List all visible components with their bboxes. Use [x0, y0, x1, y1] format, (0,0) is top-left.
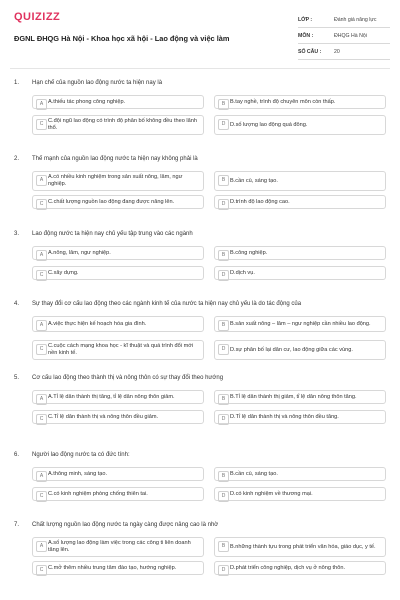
option-letter-badge: C — [36, 119, 47, 130]
meta-value: Đánh giá năng lực — [334, 16, 377, 23]
option-text: D.có kinh nghiệm về thương mại. — [230, 490, 313, 497]
question-text: Chất lượng nguồn lao động nước ta ngày càng được nâng cao là nhờ — [32, 522, 219, 528]
answer-option-d[interactable] — [214, 487, 386, 501]
question-3 — [0, 231, 400, 301]
option-letter-badge: A — [36, 471, 47, 482]
answer-option-c[interactable] — [32, 266, 204, 280]
option-letter-badge: B — [218, 99, 229, 110]
question-number: 7. — [14, 522, 20, 528]
question-number: 2. — [14, 156, 20, 162]
option-letter-badge: D — [218, 199, 229, 210]
option-text: B.công nghiệp. — [230, 249, 268, 256]
answer-option-d[interactable] — [214, 340, 386, 360]
option-text: D.Tỉ lệ dân thành thị và nông thôn đều tăng. — [230, 413, 339, 420]
answer-option-d[interactable] — [214, 266, 386, 280]
option-text: D.phát triển công nghiệp, dịch vụ ở nông thôn. — [230, 564, 345, 571]
question-4 — [0, 301, 400, 371]
option-letter-badge: B — [218, 250, 229, 261]
question-number: 4. — [14, 301, 20, 307]
answer-option-b[interactable] — [214, 537, 386, 557]
option-text: A.có nhiều kinh nghiệm trong sản xuất nông, lâm, ngư nghiệp. — [48, 174, 183, 187]
meta-value: 20 — [334, 48, 340, 55]
option-text: B.những thành tựu trong phát triển văn hóa, giáo dục, y tế. — [230, 543, 376, 550]
option-letter-badge: D — [218, 344, 229, 355]
answer-option-a[interactable] — [32, 316, 204, 332]
question-number: 1. — [14, 80, 20, 86]
answer-option-a[interactable] — [32, 467, 204, 481]
option-letter-badge: A — [36, 541, 47, 552]
question-7 — [0, 522, 400, 592]
option-letter-badge: C — [36, 565, 47, 576]
option-letter-badge: D — [218, 270, 229, 281]
option-text: C.Tỉ lệ dân thành thị và nông thôn đều giảm. — [48, 413, 159, 420]
answer-option-c[interactable] — [32, 487, 204, 501]
question-6 — [0, 452, 400, 522]
option-letter-badge: D — [218, 491, 229, 502]
answer-option-b[interactable] — [214, 95, 386, 109]
answer-option-a[interactable] — [32, 390, 204, 404]
option-text: D.trình độ lao động cao. — [230, 198, 290, 205]
answer-option-d[interactable] — [214, 410, 386, 424]
answer-option-a[interactable] — [32, 537, 204, 557]
option-text: A.số lượng lao động làm việc trong các công ti liên doanh tăng lên. — [48, 540, 191, 553]
question-text: Lao động nước ta hiện nay chủ yếu tập trung vào các ngành — [32, 231, 193, 237]
option-letter-badge: B — [218, 541, 229, 552]
option-text: B.Tỉ lệ dân thành thị giảm, tỉ lệ dân nông thôn tăng. — [230, 393, 357, 400]
option-letter-badge: A — [36, 99, 47, 110]
option-letter-badge: C — [36, 414, 47, 425]
option-text: A.Tỉ lệ dân thành thị tăng, tỉ lệ dân nông thôn giảm. — [48, 393, 175, 400]
worksheet-header — [0, 0, 400, 66]
question-text: Người lao động nước ta có đức tính: — [32, 452, 130, 458]
question-text: Cơ cấu lao động theo thành thị và nông thôn có sự thay đổi theo hướng — [32, 375, 224, 381]
worksheet-title: ĐGNL ĐHQG Hà Nội - Khoa học xã hội - Lao động và việc làm — [14, 34, 230, 43]
answer-option-c[interactable] — [32, 195, 204, 209]
question-text: Hạn chế của nguồn lao động nước ta hiện nay là — [32, 80, 163, 86]
answer-option-b[interactable] — [214, 390, 386, 404]
answer-option-b[interactable] — [214, 467, 386, 481]
option-text: C.đội ngũ lao động có trình độ phân bố không đều theo lãnh thổ. — [48, 118, 197, 131]
option-text: C.mở thêm nhiều trung tâm đào tạo, hướng nghiệp. — [48, 564, 177, 571]
option-text: D.sự phân bố lại dân cư, lao động giữa các vùng. — [230, 346, 353, 353]
option-letter-badge: A — [36, 320, 47, 331]
worksheet-meta — [298, 12, 390, 60]
option-letter-badge: B — [218, 175, 229, 186]
option-text: A.thông minh, sáng tạo. — [48, 470, 108, 477]
quizizz-logo: QUIZIZZ — [14, 11, 61, 23]
answer-option-b[interactable] — [214, 171, 386, 191]
option-text: D.số lượng lao động quá đông. — [230, 121, 308, 128]
answer-option-c[interactable] — [32, 115, 204, 135]
option-text: A.thiếu tác phong công nghiệp. — [48, 98, 126, 105]
option-text: B.cần cù, sáng tạo. — [230, 470, 278, 477]
option-text: C.cuộc cách mạng khoa học - kĩ thuật và quá trình đổi mới nền kinh tế. — [48, 343, 194, 356]
meta-row-question-count — [298, 44, 390, 60]
option-letter-badge: B — [218, 394, 229, 405]
answer-option-c[interactable] — [32, 340, 204, 360]
answer-option-a[interactable] — [32, 95, 204, 109]
answer-option-d[interactable] — [214, 195, 386, 209]
question-text: Thế mạnh của nguồn lao động nước ta hiện nay không phải là — [32, 156, 198, 162]
question-5 — [0, 375, 400, 445]
option-text: B.tay nghề, trình độ chuyên môn còn thấp. — [230, 98, 336, 105]
question-number: 5. — [14, 375, 20, 381]
option-text: C.có kinh nghiệm phòng chống thiên tai. — [48, 490, 148, 497]
option-text: D.dịch vụ. — [230, 269, 255, 276]
question-2 — [0, 156, 400, 226]
option-text: C.xây dựng. — [48, 269, 79, 276]
option-letter-badge: A — [36, 175, 47, 186]
option-letter-badge: C — [36, 199, 47, 210]
option-letter-badge: D — [218, 565, 229, 576]
option-text: B.cần cù, sáng tạo. — [230, 177, 278, 184]
option-letter-badge: C — [36, 270, 47, 281]
answer-option-a[interactable] — [32, 171, 204, 191]
answer-option-b[interactable] — [214, 316, 386, 332]
meta-key: SỐ CÂU : — [298, 48, 322, 55]
meta-row-class — [298, 12, 390, 28]
meta-value: ĐHQG Hà Nội — [334, 32, 367, 39]
option-text: C.chất lượng nguồn lao động đang được nâng lên. — [48, 198, 175, 205]
answer-option-b[interactable] — [214, 246, 386, 260]
answer-option-d[interactable] — [214, 115, 386, 135]
answer-option-c[interactable] — [32, 410, 204, 424]
option-letter-badge: A — [36, 250, 47, 261]
meta-row-subject — [298, 28, 390, 44]
option-letter-badge: C — [36, 491, 47, 502]
option-text: A.nông, lâm, ngư nghiệp. — [48, 249, 111, 256]
answer-option-d[interactable] — [214, 561, 386, 575]
meta-key: LỚP : — [298, 16, 313, 23]
answer-option-c[interactable] — [32, 561, 204, 575]
option-letter-badge: D — [218, 119, 229, 130]
question-text: Sự thay đổi cơ cấu lao động theo các ngành kinh tế của nước ta hiện nay chủ yếu là do tác động của — [32, 301, 302, 307]
option-letter-badge: C — [36, 344, 47, 355]
option-letter-badge: A — [36, 394, 47, 405]
meta-key: MÔN : — [298, 32, 314, 39]
option-letter-badge: B — [218, 471, 229, 482]
question-1 — [0, 80, 400, 150]
option-letter-badge: D — [218, 414, 229, 425]
header-divider — [10, 68, 390, 69]
question-number: 3. — [14, 231, 20, 237]
option-letter-badge: B — [218, 320, 229, 331]
question-number: 6. — [14, 452, 20, 458]
option-text: A.việc thực hiện kế hoạch hóa gia đình. — [48, 320, 147, 327]
option-text: B.sản xuất nông – lâm – ngư nghiệp cần nhiều lao động. — [230, 320, 371, 327]
answer-option-a[interactable] — [32, 246, 204, 260]
